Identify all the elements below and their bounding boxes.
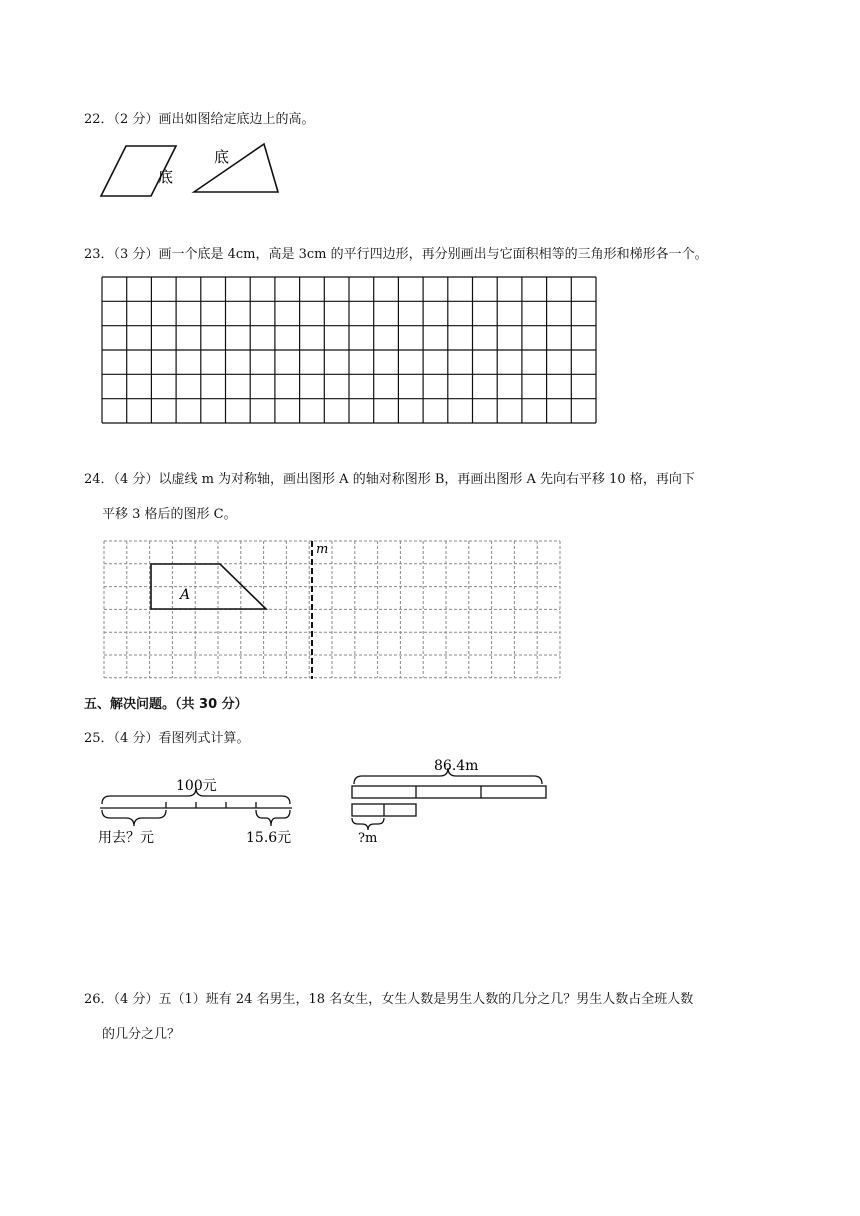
triangle-shape [194, 144, 278, 192]
triangle-base-label: 底 [214, 148, 230, 166]
money-used-label: 用去？元 [98, 830, 154, 846]
q23-text: 23．（3 分）画一个底是 4cm，高是 3cm 的平行四边形，再分别画出与它面积相等的三角形和梯形各一个。 [84, 247, 708, 262]
q25-money-diagram [96, 770, 306, 850]
q25-text: 25．（4 分）看图列式计算。 [84, 731, 250, 746]
q23-square-grid[interactable] [101, 276, 597, 425]
shape-a-trapezoid [151, 564, 266, 609]
q24-text-line1: 24．（4 分）以虚线 m 为对称轴，画出图形 A 的轴对称图形 B，再画出图形 A 先向右平移 10 格，再向下 [84, 472, 695, 487]
q22-figure [96, 138, 286, 202]
section-5-title: 五、解决问题。（共 30 分） [84, 697, 248, 712]
parallelogram-base-label: 底 [158, 168, 174, 186]
length-question-label: ?m [358, 831, 378, 846]
axis-label-m: m [316, 542, 329, 557]
q25-length-diagram [348, 754, 554, 846]
money-total-label: 100元 [176, 778, 217, 794]
shape-a-label: A [180, 587, 191, 603]
q26-text-line2: 的几分之几？ [102, 1027, 181, 1042]
q24-dashed-grid[interactable] [103, 539, 565, 681]
q22-text: 22．（2 分）画出如图给定底边上的高。 [84, 112, 315, 127]
q26-text-line1: 26．（4 分）五（1）班有 24 名男生，18 名女生，女生人数是男生人数的几分之几？男生人数占全班人数 [84, 992, 694, 1007]
length-total-label: 86.4m [434, 758, 479, 774]
q24-text-line2: 平移 3 格后的图形 C。 [102, 507, 237, 522]
money-remain-label: 15.6元 [246, 830, 292, 846]
